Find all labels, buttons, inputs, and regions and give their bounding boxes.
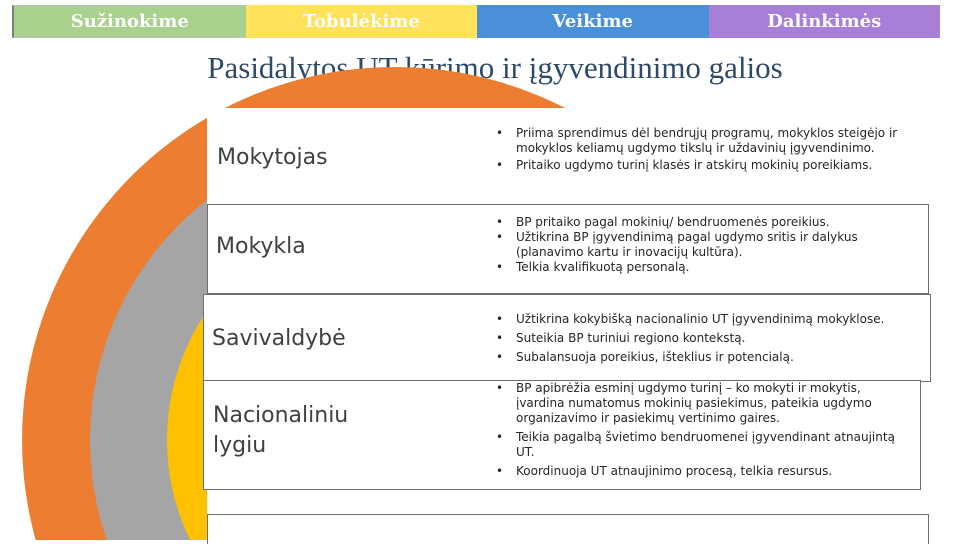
level-label: Savivaldybė (212, 326, 346, 351)
mokytojas-list (492, 126, 902, 173)
list-item: • Užtikrina BP įgyvendinimą pagal ugdymo sritis ir dalykus (planavimo kartu ir inovacijų kultūra). (496, 230, 858, 259)
tab-suzinokime[interactable]: Sužinokime (12, 5, 246, 38)
list-item: • Teikia pagalbą švietimo bendruomenei įgyvendinant atnaujintą UT. (496, 430, 895, 459)
list-item: • Subalansuoja poreikius, išteklius ir potencialą. (496, 350, 794, 364)
list-item: • BP apibrėžia esminį ugdymo turinį – ko mokyti ir mokytis, įvardina numatomus mokinių pasiekimus, pateikia ugdymo organizavimo ir pasiekimų vertinimo gaires. (496, 381, 872, 425)
list-item: • Užtikrina kokybišką nacionalinio UT įgyvendinimą mokyklose. (496, 312, 885, 326)
savivaldybe-list (492, 312, 912, 365)
list-item: • Telkia kvalifikuotą personalą. (496, 260, 690, 274)
level-label: Nacionaliniu lygiu (213, 403, 349, 458)
level-label: Mokykla (216, 234, 306, 259)
tab-dalinkimes[interactable]: Dalinkimės (709, 5, 941, 38)
list-item: • Priima sprendimus dėl bendrųjų programų, mokyklos steigėjo ir mokyklos keliamų ugdymo tikslų ir uždavinių įgyvendinimo. (496, 126, 898, 155)
tab-veikime[interactable]: Veikime (477, 5, 709, 38)
list-item: • Koordinuoja UT atnaujinimo procesą, telkia resursus. (496, 464, 833, 478)
list-item: • Pritaiko ugdymo turinį klasės ir atskirų mokinių poreikiams. (496, 158, 873, 172)
level-label: Mokytojas (217, 145, 328, 170)
mokykla-list (492, 215, 902, 275)
tab-tobulekime[interactable]: Tobulėkime (246, 5, 478, 38)
list-item: • BP pritaiko pagal mokinių/ bendruomenės poreikius. (496, 215, 830, 229)
list-item: • Suteikia BP turiniui regiono kontekstą. (496, 331, 746, 345)
nacionaliniu-list (492, 381, 896, 479)
page-title: Pasidalytos UT kūrimo ir įgyvendinimo galios (207, 50, 783, 85)
